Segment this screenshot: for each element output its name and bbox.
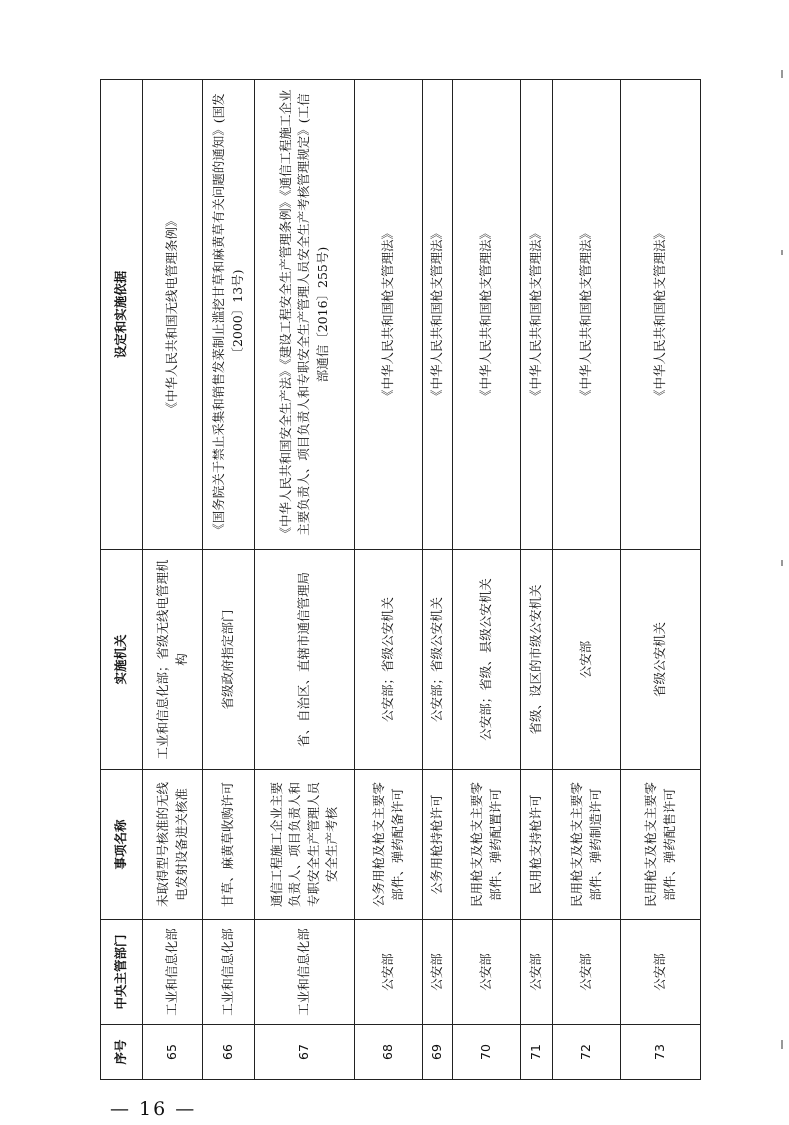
cell-dept: 公安部 xyxy=(355,920,423,1025)
cell-item: 民用枪支及枪支主要零部件、弹药制造许可 xyxy=(553,770,621,920)
cell-dept: 公安部 xyxy=(621,920,701,1025)
cell-item: 公务用枪持枪许可 xyxy=(423,770,453,920)
cell-agency: 省级、设区的市级公安机关 xyxy=(521,550,553,770)
cell-dept: 公安部 xyxy=(423,920,453,1025)
scan-artifact xyxy=(781,560,783,566)
cell-seq: 67 xyxy=(255,1025,355,1080)
cell-agency: 公安部 xyxy=(553,550,621,770)
cell-seq: 68 xyxy=(355,1025,423,1080)
rotated-table-wrapper xyxy=(100,80,700,1080)
scan-artifact xyxy=(781,1040,783,1049)
cell-basis: 《中华人民共和国枪支管理法》 xyxy=(423,80,453,550)
cell-item: 公务用枪及枪支主要零部件、弹药配备许可 xyxy=(355,770,423,920)
cell-basis: 《中华人民共和国枪支管理法》 xyxy=(621,80,701,550)
cell-seq: 69 xyxy=(423,1025,453,1080)
cell-item: 民用枪支持枪许可 xyxy=(521,770,553,920)
table-row xyxy=(453,80,521,1080)
header-item: 事项名称 xyxy=(101,770,143,920)
cell-seq: 72 xyxy=(553,1025,621,1080)
cell-agency: 公安部；省级、县级公安机关 xyxy=(453,550,521,770)
table-row xyxy=(521,80,553,1080)
cell-dept: 工业和信息化部 xyxy=(255,920,355,1025)
cell-basis: 《中华人民共和国枪支管理法》 xyxy=(453,80,521,550)
cell-dept: 公安部 xyxy=(521,920,553,1025)
approval-items-table xyxy=(100,79,701,1080)
cell-agency: 省级公安机关 xyxy=(621,550,701,770)
table-row xyxy=(203,80,255,1080)
cell-item: 未取得型号核准的无线电发射设备进关核准 xyxy=(143,770,203,920)
header-seq: 序号 xyxy=(101,1025,143,1080)
cell-basis: 《中华人民共和国无线电管理条例》 xyxy=(143,80,203,550)
cell-seq: 73 xyxy=(621,1025,701,1080)
cell-agency: 工业和信息化部；省级无线电管理机构 xyxy=(143,550,203,770)
cell-basis: 《国务院关于禁止采集和销售发菜制止滥挖甘草和麻黄草有关问题的通知》(国发〔2000〕13号) xyxy=(203,80,255,550)
table-row xyxy=(621,80,701,1080)
page-number: — 16 — xyxy=(110,1098,197,1120)
cell-agency: 公安部；省级公安机关 xyxy=(423,550,453,770)
cell-agency: 省级政府指定部门 xyxy=(203,550,255,770)
cell-dept: 公安部 xyxy=(553,920,621,1025)
cell-basis: 《中华人民共和国枪支管理法》 xyxy=(521,80,553,550)
cell-seq: 66 xyxy=(203,1025,255,1080)
table-row xyxy=(423,80,453,1080)
cell-dept: 工业和信息化部 xyxy=(143,920,203,1025)
scan-artifact xyxy=(781,70,783,78)
cell-seq: 65 xyxy=(143,1025,203,1080)
table-row xyxy=(355,80,423,1080)
cell-item: 甘草、麻黄草收购许可 xyxy=(203,770,255,920)
cell-item: 民用枪支及枪支主要零部件、弹药配售许可 xyxy=(621,770,701,920)
header-agency: 实施机关 xyxy=(101,550,143,770)
cell-dept: 工业和信息化部 xyxy=(203,920,255,1025)
cell-item: 通信工程施工企业主要负责人、项目负责人和专职安全生产管理人员安全生产考核 xyxy=(255,770,355,920)
cell-basis: 《中华人民共和国枪支管理法》 xyxy=(553,80,621,550)
cell-agency: 公安部；省级公安机关 xyxy=(355,550,423,770)
cell-seq: 71 xyxy=(521,1025,553,1080)
table-row xyxy=(553,80,621,1080)
cell-basis: 《中华人民共和国枪支管理法》 xyxy=(355,80,423,550)
cell-item: 民用枪支及枪支主要零部件、弹药配置许可 xyxy=(453,770,521,920)
table-row xyxy=(143,80,203,1080)
cell-seq: 70 xyxy=(453,1025,521,1080)
scan-artifact xyxy=(781,250,783,255)
table-row xyxy=(255,80,355,1080)
cell-agency: 省、自治区、直辖市通信管理局 xyxy=(255,550,355,770)
table-header-row xyxy=(101,80,143,1080)
header-dept: 中央主管部门 xyxy=(101,920,143,1025)
cell-basis: 《中华人民共和国安全生产法》《建设工程安全生产管理条例》《通信工程施工企业主要负责人、项目负责人和专职安全生产管理人员安全生产考核管理规定》(工信部通信〔2016〕255号) xyxy=(255,80,355,550)
cell-dept: 公安部 xyxy=(453,920,521,1025)
header-basis: 设定和实施依据 xyxy=(101,80,143,550)
